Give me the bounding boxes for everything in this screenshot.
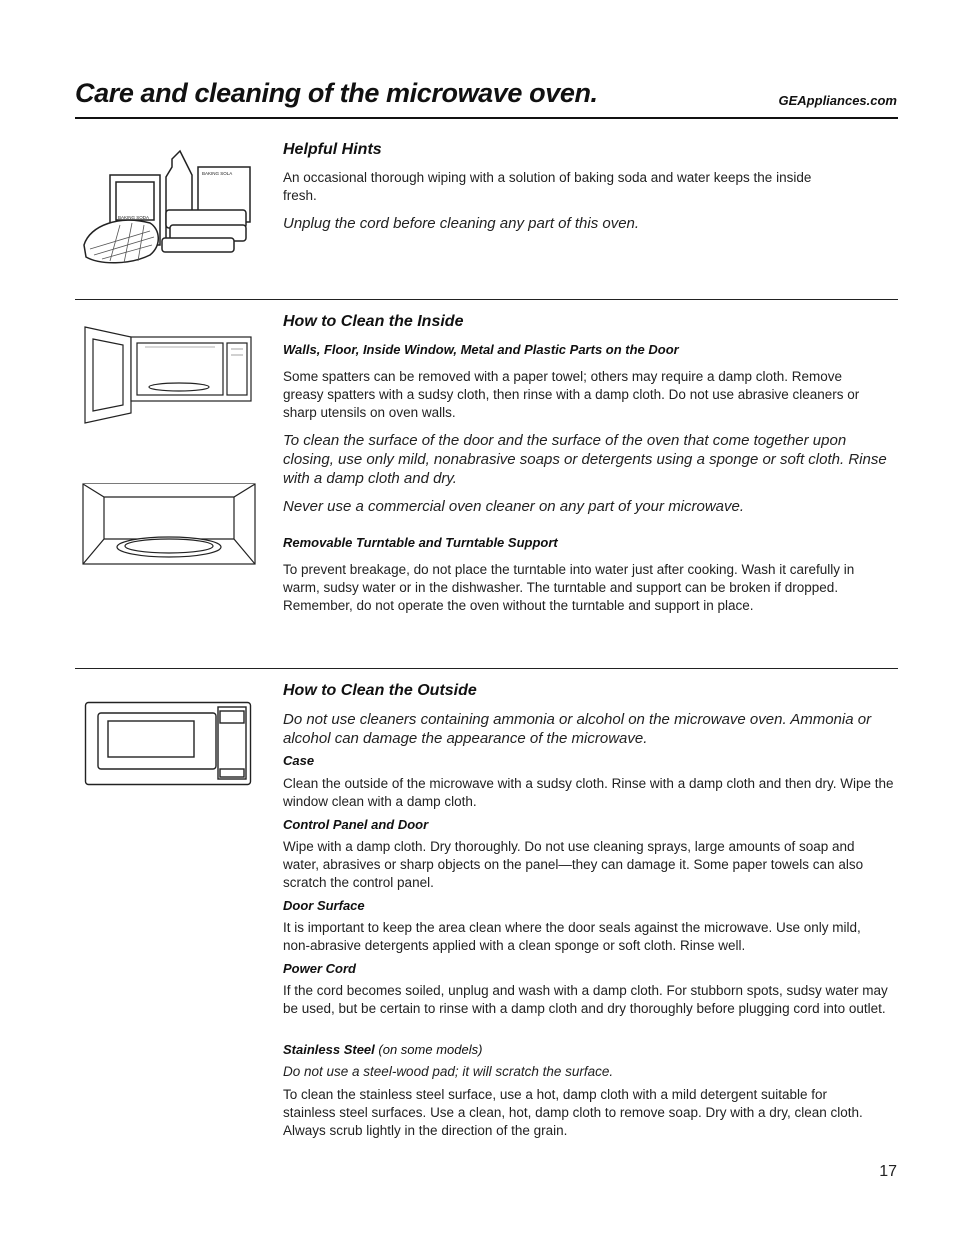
ammonia-warning: Do not use cleaners containing ammonia or alcohol on the microwave oven. Ammonia or alcohol can damage the appearance of the microwave. — [283, 711, 872, 747]
microwave-front-illustration — [84, 701, 252, 787]
section-divider — [75, 299, 898, 300]
case-text: Clean the outside of the microwave with a sudsy cloth. Rinse with a damp cloth and then dry. Wipe the window clean with a damp cloth. — [283, 776, 894, 809]
clean-outside-heading: How to Clean the Outside — [283, 682, 477, 699]
turntable-subheading: Removable Turntable and Turntable Support — [283, 535, 558, 550]
case-subheading: Case — [283, 753, 315, 768]
clean-inside-heading: How to Clean the Inside — [283, 313, 464, 330]
turntable-illustration — [82, 483, 256, 565]
header-divider — [75, 117, 898, 119]
page-title: Care and cleaning of the microwave oven. — [75, 78, 598, 108]
steel-wool-warning: Do not use a steel-wood pad; it will scratch the surface. — [283, 1064, 614, 1079]
helpful-hints-heading: Helpful Hints — [283, 141, 382, 158]
website-label: GEAppliances.com — [778, 93, 897, 108]
helpful-hints-text: An occasional thorough wiping with a solution of baking soda and water keeps the inside fresh. — [283, 170, 812, 203]
open-microwave-illustration — [83, 325, 253, 425]
control-panel-subheading: Control Panel and Door — [283, 817, 429, 832]
control-panel-text: Wipe with a damp cloth. Dry thoroughly. Do not use cleaning sprays, large amounts of soap and water, abrasives or sharp objects on the panel—they can damage it. Some paper towels can also scratch the control panel. — [283, 839, 864, 890]
turntable-text: To prevent breakage, do not place the turntable into water just after cooking. Wash it carefully in warm, sudsy water or in the dishwasher. The turntable and support can be broken if dropped. Remember, do not operate the oven without the turntable and support in place. — [283, 562, 855, 613]
door-surface-text: It is important to keep the area clean where the door seals against the microwave. Use only mild, non-abrasive detergents applied with a clean sponge or soft cloth. Rinse well. — [283, 920, 861, 953]
power-cord-text: If the cord becomes soiled, unplug and wash with a damp cloth. For stubborn spots, sudsy water may be used, but be certain to rinse with a damp cloth and dry thoroughly before plugging cord into outlet. — [283, 983, 888, 1016]
stainless-steel-subheading — [283, 1042, 899, 1057]
stainless-steel-text: To clean the stainless steel surface, use a hot, damp cloth with a mild detergent suitable for stainless steel surfaces. Use a clean, hot, damp cloth to remove soap. Dry with a dry, clean cloth. Always scrub lightly in the direction of the grain. — [283, 1087, 863, 1138]
box-label-2: BAKING SOLA — [202, 171, 233, 176]
section-divider — [75, 668, 898, 669]
stainless-steel-title: Stainless Steel — [283, 1042, 375, 1057]
door-surface-instructions: To clean the surface of the door and the surface of the oven that come together upon closing, use only mild, nonabrasive soaps or detergents using a sponge or soft cloth. Rinse with a damp cloth and dry. — [283, 432, 887, 487]
inside-walls-text: Some spatters can be removed with a paper towel; others may require a damp cloth. Remove greasy spatters with a sudsy cloth, then rinse with a damp cloth. Do not use abrasive cleaners or sharp utensils on oven walls. — [283, 369, 860, 420]
inside-subheading-walls: Walls, Floor, Inside Window, Metal and Plastic Parts on the Door — [283, 342, 679, 357]
page-number: 17 — [879, 1163, 897, 1180]
stainless-steel-note: (on some models) — [378, 1042, 483, 1057]
power-cord-subheading: Power Cord — [283, 961, 356, 976]
unplug-warning: Unplug the cord before cleaning any part of this oven. — [283, 215, 640, 232]
box-label-1: BAKING SODA — [118, 215, 150, 220]
door-surface-subheading: Door Surface — [283, 898, 365, 913]
cleaning-supplies-illustration — [80, 145, 258, 267]
oven-cleaner-warning: Never use a commercial oven cleaner on any part of your microwave. — [283, 498, 745, 515]
